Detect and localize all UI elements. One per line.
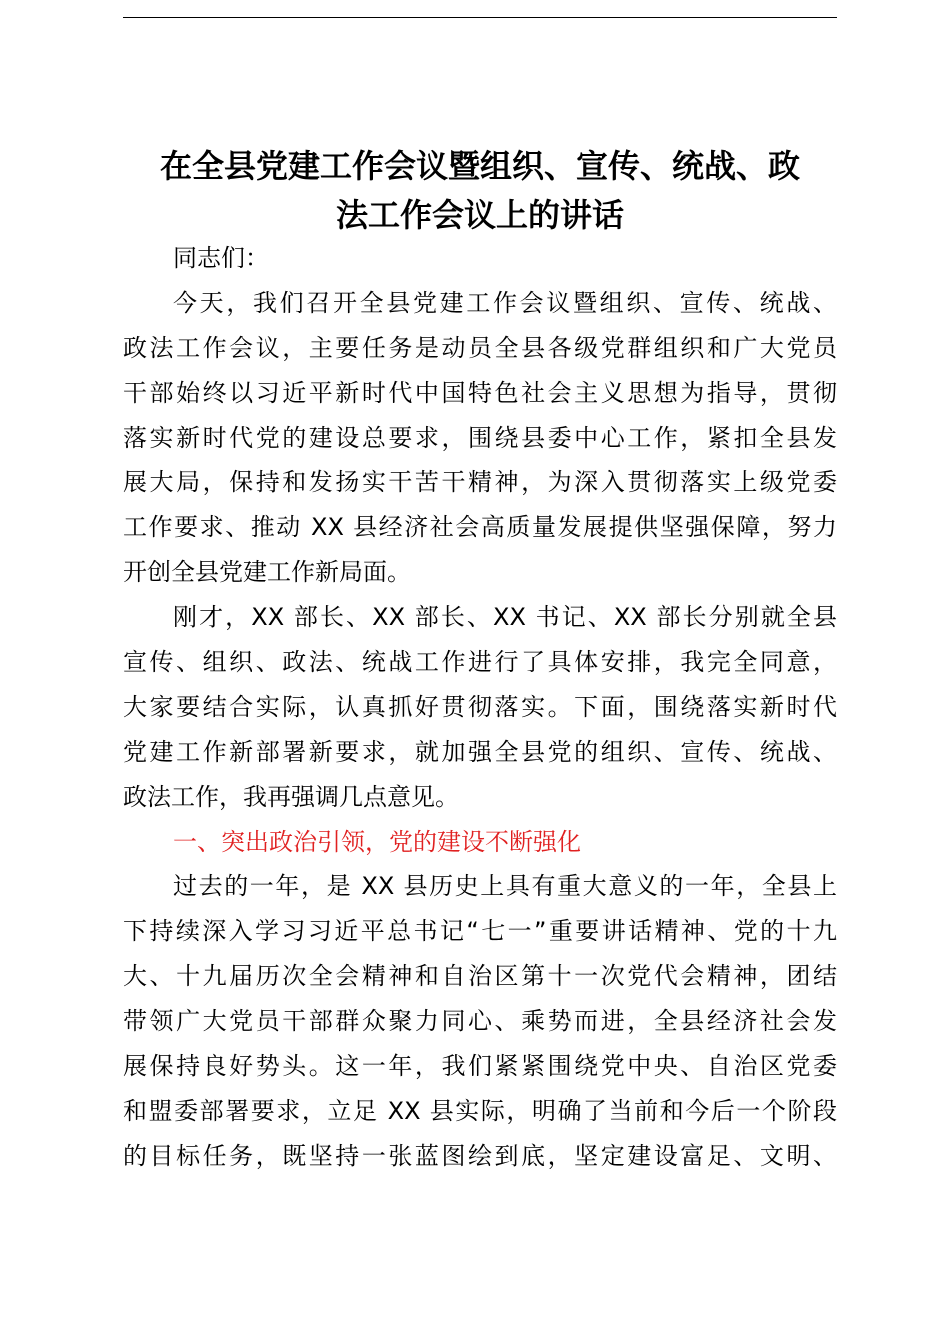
salutation: 同志们：: [173, 244, 269, 272]
header-rule: [123, 17, 837, 18]
paragraph-line: 带领广大党员干部群众聚力同心、乘势而进，全县经济社会发: [123, 1007, 837, 1036]
paragraph-line: 展保持良好势头。这一年，我们紧紧围绕党中央、自治区党委: [123, 1052, 837, 1081]
paragraph-line: 工作要求、推动 XX 县经济社会高质量发展提供坚强保障，努力: [123, 513, 837, 542]
paragraph-line: 宣传、组织、政法、统战工作进行了具体安排，我完全同意，: [123, 648, 837, 677]
title-line-1: 在全县党建工作会议暨组织、宣传、统战、政: [159, 147, 800, 185]
paragraph-line: 和盟委部署要求，立足 XX 县实际，明确了当前和今后一个阶段: [123, 1096, 837, 1125]
paragraph-line: 下持续深入学习习近平总书记“七一”重要讲话精神、党的十九: [123, 917, 837, 946]
paragraph-line: 大家要结合实际，认真抓好贯彻落实。下面，围绕落实新时代: [123, 692, 837, 721]
paragraph-line: 落实新时代党的建设总要求，围绕县委中心工作，紧扣全县发: [123, 423, 837, 452]
paragraph-line: 开创全县党建工作新局面。: [123, 558, 411, 587]
paragraph-2: [123, 595, 837, 819]
paragraph-line: 展大局，保持和发扬实干苦干精神，为深入贯彻落实上级党委: [123, 468, 837, 497]
paragraph-line: 大、十九届历次全会精神和自治区第十一次党代会精神，团结: [123, 962, 837, 991]
paragraph-line: 过去的一年，是 XX 县历史上具有重大意义的一年，全县上: [173, 872, 837, 901]
paragraph-1: [123, 281, 837, 595]
paragraph-line: 干部始终以习近平新时代中国特色社会主义思想为指导，贯彻: [123, 378, 837, 407]
paragraph-line: 党建工作新部署新要求，就加强全县党的组织、宣传、统战、: [123, 737, 837, 766]
title-line-2: 法工作会议上的讲话: [335, 196, 624, 234]
document-title: [110, 142, 850, 240]
paragraph-line: 今天，我们召开全县党建工作会议暨组织、宣传、统战、: [173, 288, 837, 317]
paragraph-line: 的目标任务，既坚持一张蓝图绘到底，坚定建设富足、文明、: [123, 1141, 837, 1170]
section-heading-1: 一、突出政治引领，党的建设不断强化: [173, 827, 581, 856]
document-body: [123, 236, 837, 1179]
paragraph-line: 政法工作，我再强调几点意见。: [123, 782, 459, 811]
paragraph-line: 政法工作会议，主要任务是动员全县各级党群组织和广大党员: [123, 333, 837, 362]
paragraph-line: 刚才，XX 部长、XX 部长、XX 书记、XX 部长分别就全县: [173, 603, 837, 632]
paragraph-3: [123, 864, 837, 1178]
